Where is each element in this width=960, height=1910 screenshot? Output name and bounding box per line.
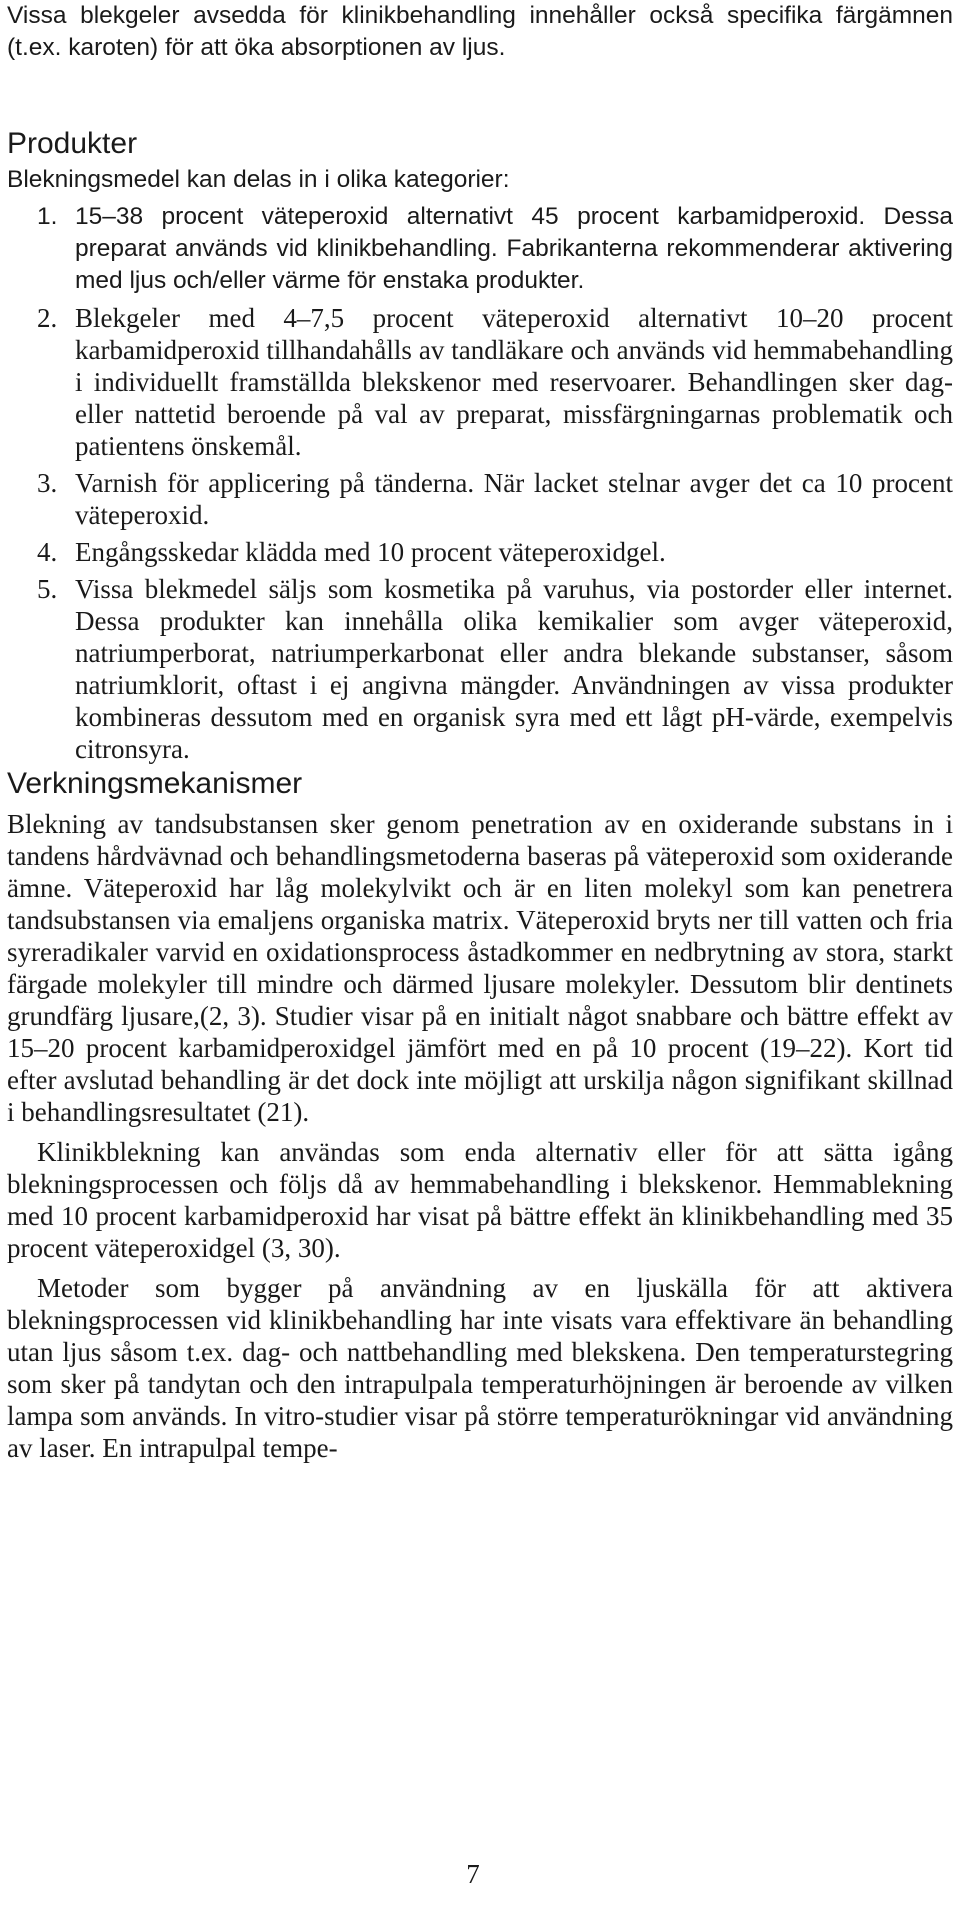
page-number: 7 [466, 1859, 480, 1889]
body-paragraph: Klinikblekning kan användas som enda alternativ eller för att sätta igång blekningsprocessen och följs då av hemmabehandling i blekskenor. Hemmablekning med 10 procent karbamidperoxid har visat på bättre effekt än klinikbehandling med 35 procent väteperoxidgel (3, 30). [7, 1137, 953, 1263]
body-paragraph: Metoder som bygger på användning av en ljuskälla för att aktivera blekningsprocessen vid klinikbehandling har inte visats vara effektivare än behandling utan ljus såsom t.ex. dag- och nattbehandling med blekskena. Den temperaturstegring som sker på tandytan och den intrapulpala temperaturhöjningen är beroende av vilken lampa som används. In vitro-studier visar på större temperaturökningar vid användning av laser. En intrapulpal tempe- [7, 1273, 953, 1463]
list-item-number: 2. [37, 303, 58, 333]
list-item-number: 3. [37, 468, 58, 498]
list-item [7, 573, 953, 765]
list-item-number: 4. [37, 537, 58, 567]
produkter-list [7, 201, 953, 765]
body-paragraph: Blekning av tandsubstansen sker genom penetration av en oxiderande substans in i tandens hårdvävnad och behandlingsmetoderna baseras på väteperoxid som oxiderande ämne. Väteperoxid har låg molekylvikt och är en liten molekyl som kan penetrera tandsubstansen via emaljens organiska matrix. Väteperoxid bryts ner till vatten och fria syreradikaler varvid en oxidationsprocess åstadkommer en nedbrytning av stora, starkt färgade molekyler till mindre och därmed ljusare molekyler. Dessutom blir dentinets grundfärg ljusare,(2, 3). Studier visar på en initialt något snabbare och bättre effekt av 15–20 procent karbamidperoxidgel jämfört med en på 10 procent (19–22). Kort tid efter avslutad behandling är det dock inte möjligt att urskilja någon signifikant skillnad i behandlingsresultatet (21). [7, 809, 953, 1127]
list-item-text: Varnish för applicering på tänderna. När lacket stelnar avger det ca 10 procent väteperoxid. [75, 468, 953, 530]
list-item-text: 15–38 procent väteperoxid alternativt 45 procent karbamidperoxid. Dessa preparat används vid klinikbehandling. Fabrikanterna rekommenderar aktivering med ljus och/eller värme för enstaka produkter. [75, 203, 953, 294]
section-heading-verkningsmekanismer: Verkningsmekanismer [7, 767, 303, 800]
list-item [7, 201, 953, 297]
list-item-text: Blekgeler med 4–7,5 procent väteperoxid alternativt 10–20 procent karbamidperoxid tillhandahålls av tandläkare och används vid hemmabehandling i individuellt framställda blekskenor med reservoarer. Behandlingen sker dag- eller nattetid beroende på val av preparat, missfärgningarnas problematik och patientens önskemål. [75, 303, 953, 461]
section-heading-produkter: Produkter [7, 127, 138, 160]
list-item [7, 536, 953, 568]
list-item-number: 1. [37, 203, 58, 230]
produkter-lead: Blekningsmedel kan delas in i olika kategorier: [7, 166, 510, 193]
list-item-number: 5. [37, 574, 58, 604]
section-produkter [7, 126, 953, 770]
list-item-text: Engångsskedar klädda med 10 procent väteperoxidgel. [75, 537, 666, 567]
section-verkningsmekanismer [7, 766, 953, 1464]
list-item [7, 302, 953, 462]
list-item [7, 467, 953, 531]
intro-paragraph: Vissa blekgeler avsedda för klinikbehandling innehåller också specifika färgämnen (t.ex. karoten) för att öka absorptionen av ljus. [7, 2, 953, 61]
list-item-text: Vissa blekmedel säljs som kosmetika på varuhus, via postorder eller internet. Dessa produkter kan innehålla olika kemikalier som avger väteperoxid, natriumperborat, natriumperkarbonat eller andra blekande substanser, såsom natriumklorit, oftast i ej angivna mängder. Användningen av vissa produkter kombineras dessutom med en organisk syra med ett lågt pH-värde, exempelvis citronsyra. [75, 574, 953, 764]
